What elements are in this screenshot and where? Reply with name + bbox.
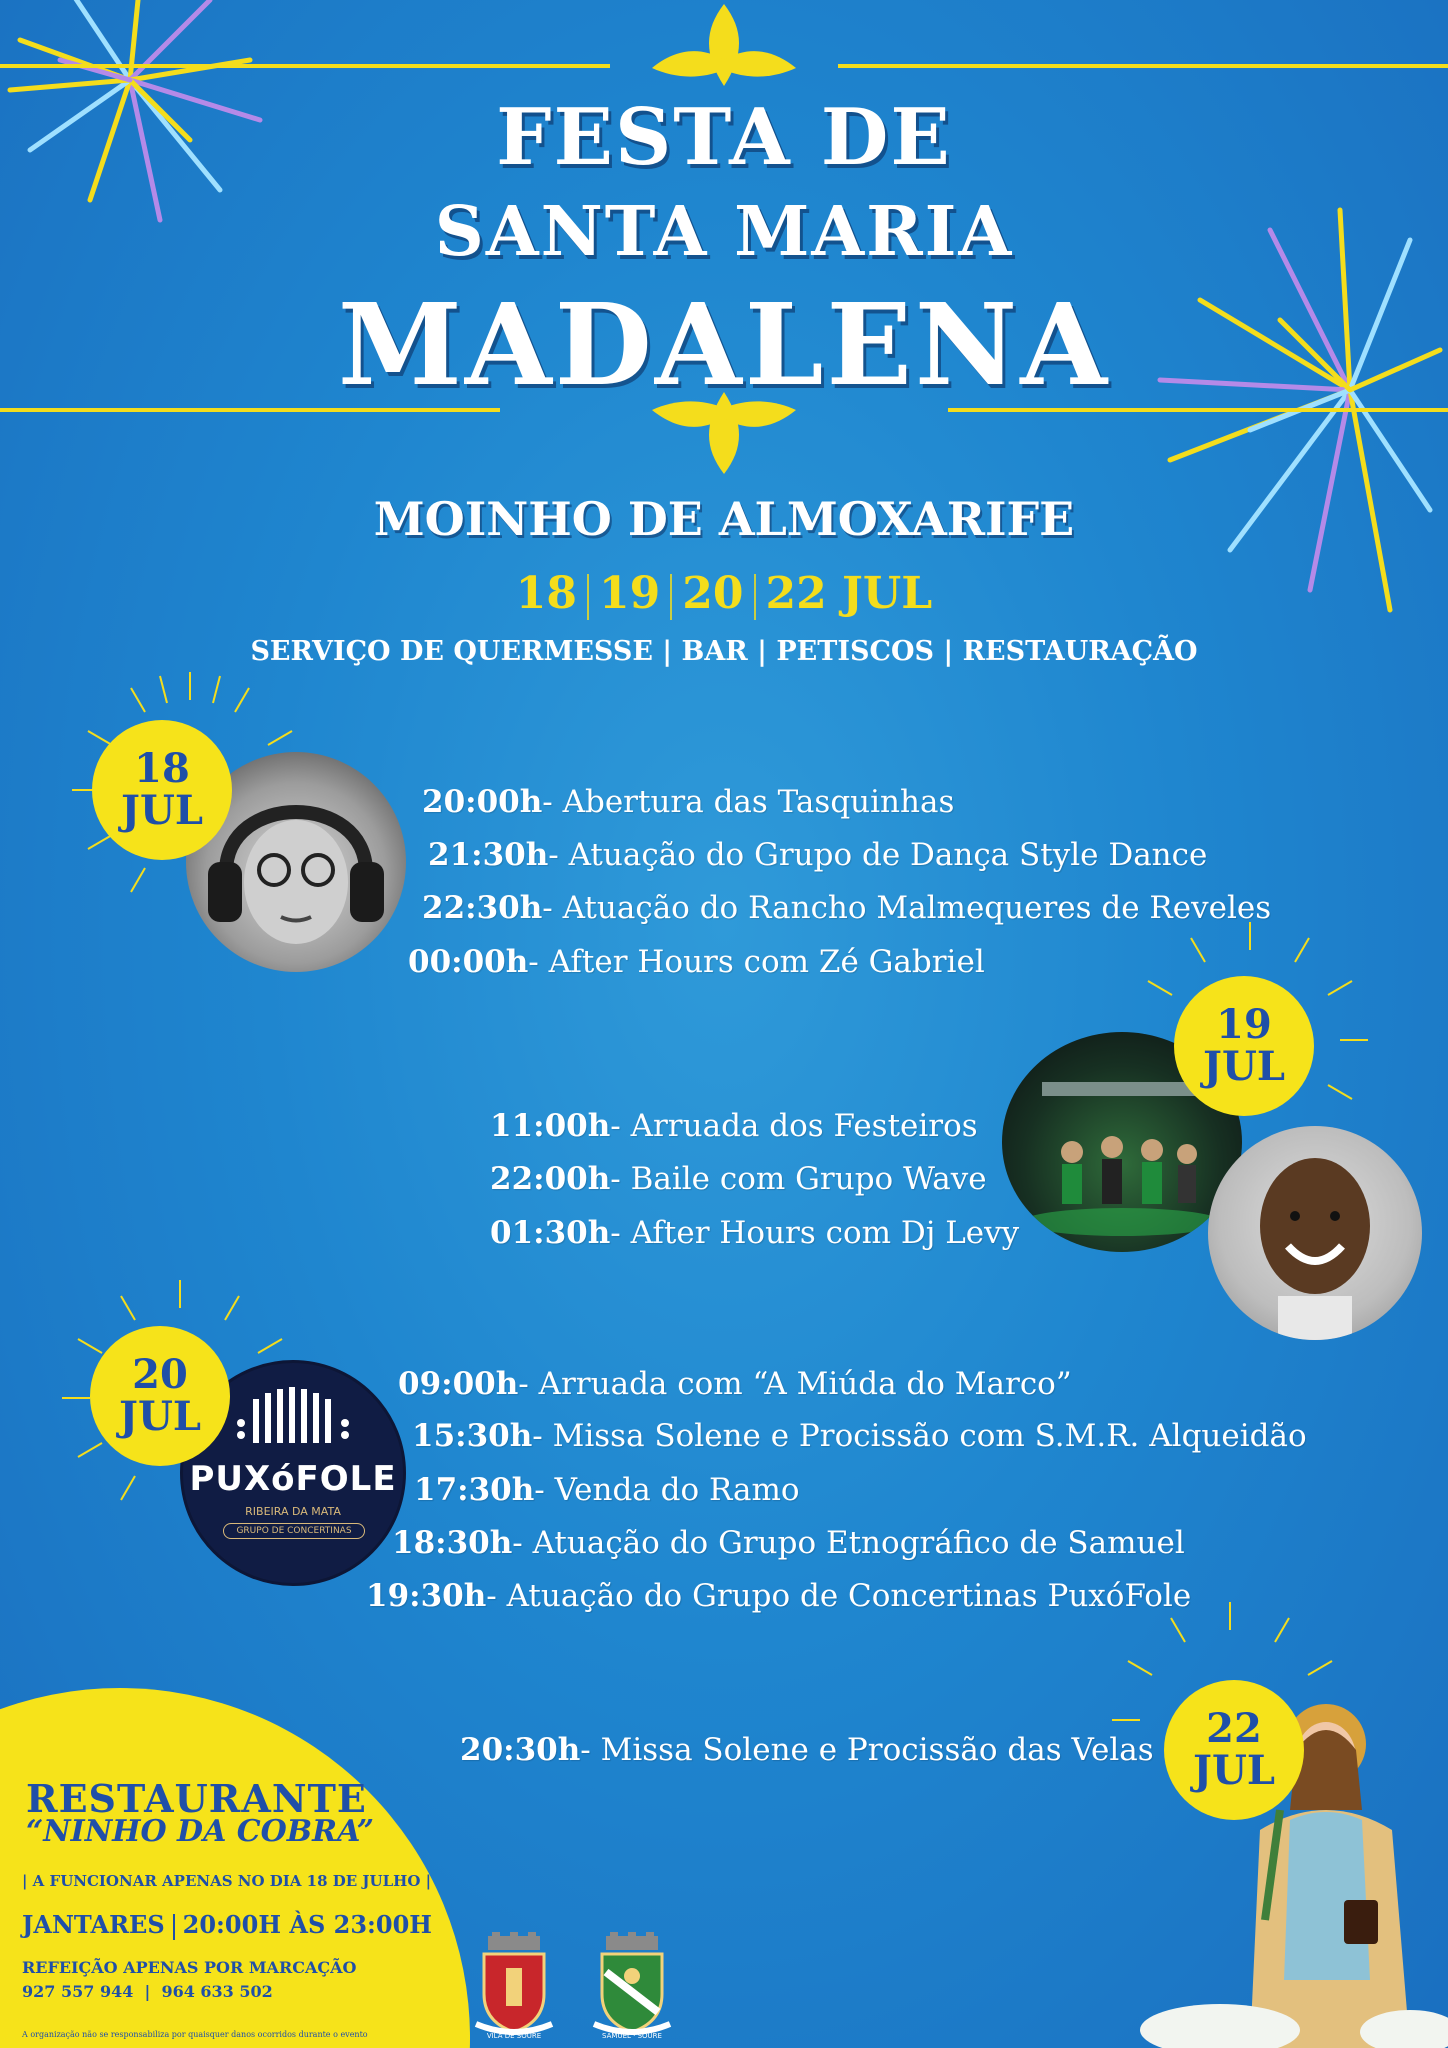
day-badge-20: [90, 1326, 230, 1466]
event-20-1: 09:00h- Arruada com “A Miúda do Marco”: [398, 1366, 1072, 1402]
badge-day: 20: [132, 1351, 188, 1398]
crest-samuel-soure-label: SAMUEL · SOURE: [602, 2032, 662, 2040]
event-19-1: 11:00h- Arruada dos Festeiros: [490, 1108, 978, 1144]
event-18-4: 00:00h- After Hours com Zé Gabriel: [408, 944, 985, 980]
event-20-2: 15:30h- Missa Solene e Procissão com S.M.R. Alqueidão: [412, 1418, 1307, 1454]
title-line-3: MADALENA: [337, 280, 1111, 411]
puxofole-sub2: GRUPO DE CONCERTINAS: [223, 1523, 365, 1539]
day-badge-22: [1164, 1680, 1304, 1820]
event-19-3: 01:30h- After Hours com Dj Levy: [490, 1215, 1020, 1251]
badge-day: 22: [1206, 1705, 1262, 1752]
crest-vila-de-soure-icon: [466, 1932, 562, 2042]
event-18-3: 22:30h- Atuação do Rancho Malmequeres de Reveles: [422, 890, 1272, 926]
badge-month: JUL: [1193, 1747, 1275, 1794]
event-20-4: 18:30h- Atuação do Grupo Etnográfico de Samuel: [392, 1525, 1185, 1561]
restaurant-subtitle: “NINHO DA COBRA”: [26, 1814, 375, 1849]
badge-day: 18: [134, 745, 190, 792]
crest-samuel-soure-icon: [584, 1932, 680, 2042]
restaurant-note: | A FUNCIONAR APENAS NO DIA 18 DE JULHO |: [22, 1872, 432, 1890]
title-line-1: FESTA DE: [496, 92, 952, 183]
event-22-1: 20:30h- Missa Solene e Procissão das Velas: [460, 1732, 1154, 1768]
crest-vila-de-soure-label: VILA DE SOURE: [486, 2032, 542, 2040]
badge-day: 19: [1216, 1001, 1272, 1048]
badge-month: JUL: [121, 787, 203, 834]
services-line: SERVIÇO DE QUERMESSE | BAR | PETISCOS | RESTAURAÇÃO: [250, 636, 1198, 667]
top-rule-left: [0, 64, 610, 68]
title-line-2: SANTA MARIA: [434, 192, 1014, 272]
event-20-5: 19:30h- Atuação do Grupo de Concertinas PuxóFole: [366, 1578, 1192, 1614]
top-rule-right: [838, 64, 1448, 68]
location-subtitle: MOINHO DE ALMOXARIFE: [373, 492, 1075, 546]
event-18-1: 20:00h- Abertura das Tasquinhas: [422, 784, 955, 820]
date-18: 18: [515, 568, 578, 619]
dj-levy-portrait-icon: [1208, 1126, 1422, 1340]
day-badge-19: [1174, 976, 1314, 1116]
date-22: 22 JUL: [765, 568, 933, 619]
photo-dj-levy: [1208, 1126, 1422, 1340]
dinners-hours: 20:00H ÀS 23:00H: [182, 1910, 432, 1939]
day-badge-18: [92, 720, 232, 860]
restaurant-reservation: REFEIÇÃO APENAS POR MARCAÇÃO: [22, 1958, 357, 1977]
date-20: 20: [682, 568, 744, 619]
disclaimer: A organização não se responsabiliza por quaisquer danos ocorridos durante o evento: [22, 2030, 368, 2039]
puxofole-name: PUXóFOLE: [189, 1459, 397, 1499]
event-18-2: 21:30h- Atuação do Grupo de Dança Style Dance: [428, 837, 1208, 873]
restaurant-dinners: [22, 1910, 432, 1940]
restaurant-title: RESTAURANTE: [26, 1776, 367, 1821]
event-20-3: 17:30h- Venda do Ramo: [414, 1472, 800, 1508]
badge-month: JUL: [119, 1393, 201, 1440]
festival-dates: [0, 568, 1448, 620]
date-19: 19: [599, 568, 661, 619]
puxofole-sub1: RIBEIRA DA MATA: [245, 1505, 341, 1518]
badge-month: JUL: [1203, 1043, 1285, 1090]
restaurant-phones: 927 557 944 | 964 633 502: [22, 1982, 273, 2001]
ornament-top-icon: [644, 0, 804, 92]
dinners-label: JANTARES: [22, 1910, 165, 1939]
event-19-2: 22:00h- Baile com Grupo Wave: [490, 1161, 987, 1197]
